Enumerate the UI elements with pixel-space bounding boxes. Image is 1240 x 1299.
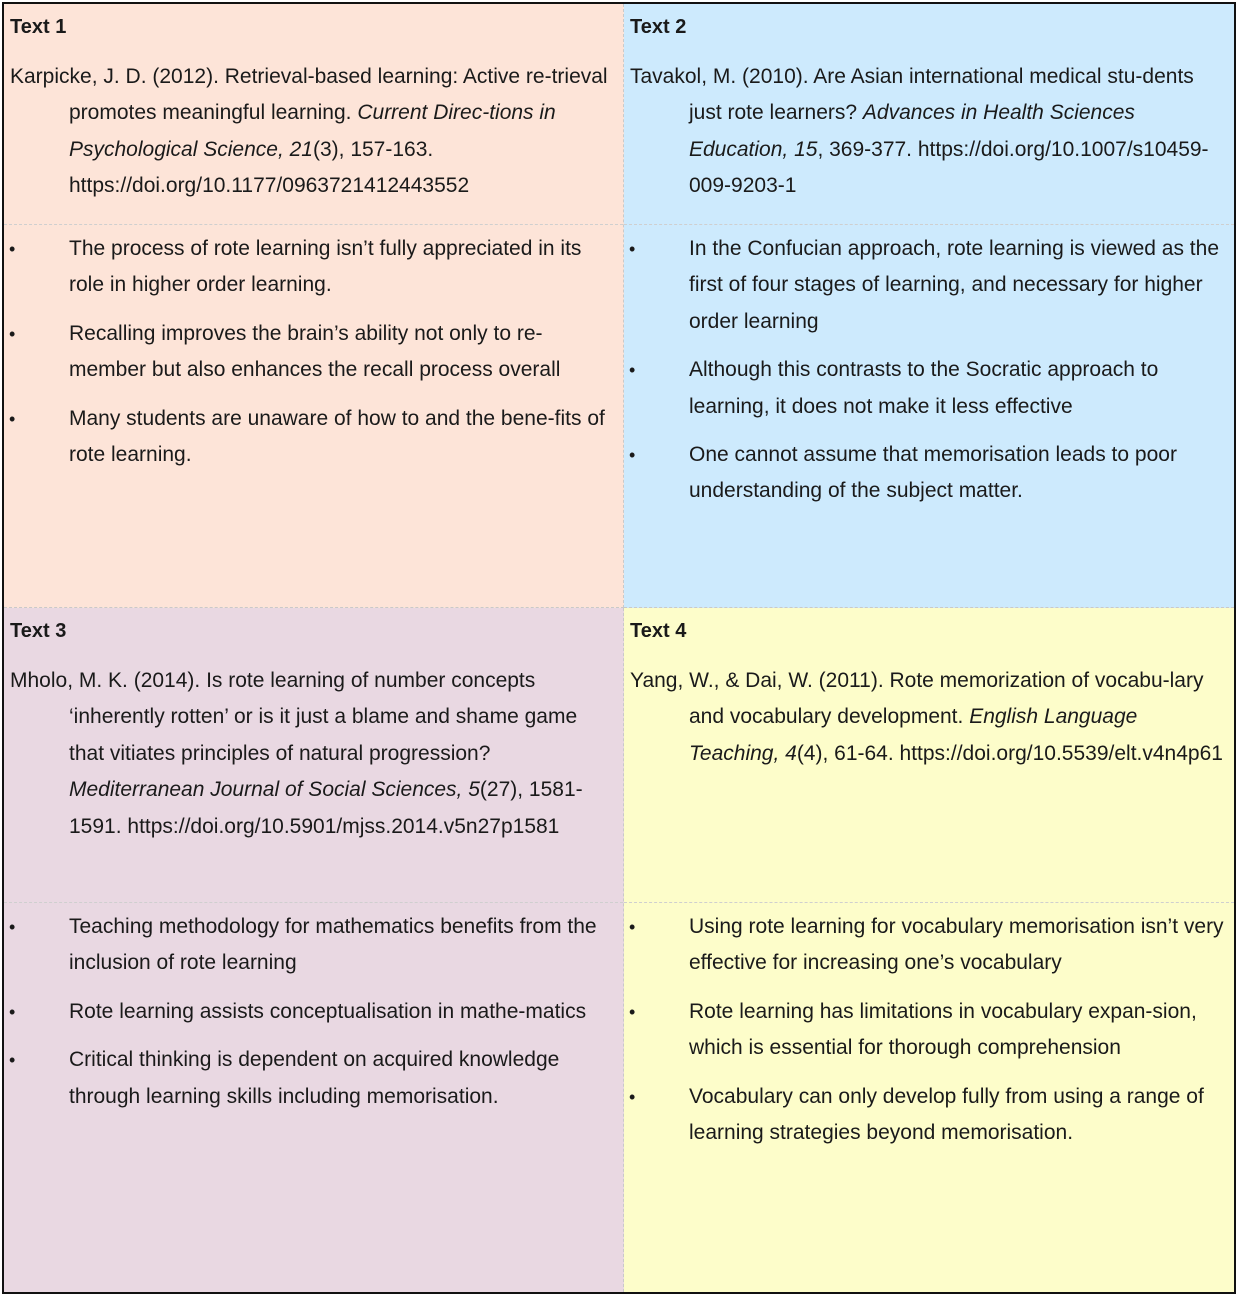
text-2-citation — [630, 59, 1228, 205]
bullet-icon: • — [629, 917, 636, 937]
text-1-citation — [10, 59, 617, 205]
text-1-key-points — [4, 225, 623, 485]
point-text: Recalling improves the brain’s ability not only to re-member but also enhances the recall process overall — [69, 321, 561, 382]
bullet-icon: • — [9, 239, 16, 259]
text-1-label: Text 1 — [10, 16, 67, 38]
text-1-cell — [4, 4, 624, 608]
citation-journal: Advances in Health Sciences Education, 15 — [689, 101, 1135, 161]
point-text: One cannot assume that memorisation leads to poor understanding of the subject matter. — [689, 443, 1177, 503]
bullet-icon: • — [629, 1001, 636, 1022]
list-item — [4, 316, 617, 389]
summary-table — [2, 2, 1236, 1294]
point-text: In the Confucian approach, rote learning is viewed as the first of four stages of learning, and necessary for higher order learning — [689, 237, 1219, 333]
text-3-label: Text 3 — [10, 620, 67, 642]
citation-text: Karpicke, J. D. (2012). Retrieval-based learning: Active re-trieval promotes meaningful learning. — [10, 65, 608, 125]
citation-text: Tavakol, M. (2010). Are Asian international medical stu-dents just rote learners? — [630, 65, 1194, 125]
text-1-reference-section — [4, 4, 623, 225]
point-text: Using rote learning for vocabulary memorisation isn’t very effective for increasing one’s vocabulary — [689, 915, 1224, 975]
citation-details: (4), 61-64. https://doi.org/10.5539/elt.v4n4p61 — [796, 741, 1223, 765]
text-2-cell — [624, 4, 1234, 608]
bullet-icon: • — [9, 408, 16, 429]
citation-journal: Mediterranean Journal of Social Sciences, 5 — [69, 778, 480, 802]
list-item — [4, 909, 617, 982]
text-2-label: Text 2 — [630, 16, 687, 38]
text-4-cell — [624, 608, 1234, 1292]
citation-details: (27), 1581-1591. https://doi.org/10.5901/mjss.2014.v5n27p1581 — [69, 778, 583, 838]
point-text: The process of rote learning isn’t fully appreciated in its role in higher order learning. — [69, 237, 582, 297]
text-3-cell — [4, 608, 624, 1292]
bullet-icon: • — [629, 445, 636, 466]
text-3-reference-section — [4, 608, 623, 903]
bullet-icon: • — [9, 323, 16, 344]
citation-text: Mholo, M. K. (2014). Is rote learning of number concepts ‘inherently rotten’ or is it just a blame and shame game that vitiates principles of natural progression? — [10, 669, 578, 765]
text-2-reference-section — [624, 4, 1234, 225]
text-4-reference-section — [624, 608, 1234, 903]
text-4-key-points — [624, 903, 1234, 1163]
text-2-key-points — [624, 225, 1234, 522]
point-text: Many students are unaware of how to and the bene-fits of rote learning. — [69, 406, 605, 467]
point-text: Rote learning assists conceptualisation in mathe-matics — [69, 999, 587, 1023]
citation-details: (3), 157-163. https://doi.org/10.1177/0963721412443552 — [69, 137, 470, 198]
point-text: Vocabulary can only develop fully from using a range of learning strategies beyond memorisation. — [689, 1084, 1204, 1145]
point-text: Critical thinking is dependent on acquired knowledge through learning skills including memorisation. — [69, 1048, 560, 1108]
list-item — [4, 1042, 617, 1115]
bullet-icon: • — [629, 1086, 636, 1107]
text-4-citation — [630, 663, 1228, 772]
bullet-icon: • — [9, 1050, 16, 1071]
list-item — [624, 352, 1228, 425]
list-item — [4, 401, 617, 474]
text-4-label: Text 4 — [630, 620, 687, 642]
list-item — [624, 1079, 1228, 1152]
bullet-icon: • — [9, 1001, 16, 1022]
bullet-icon: • — [629, 360, 636, 381]
text-3-key-points — [4, 903, 623, 1127]
citation-text: Yang, W., & Dai, W. (2011). Rote memorization of vocabu-lary and vocabulary development. — [630, 669, 1204, 729]
point-text: Rote learning has limitations in vocabulary expan-sion, which is essential for thorough comprehension — [689, 999, 1197, 1060]
point-text: Although this contrasts to the Socratic approach to learning, it does not make it less effective — [689, 358, 1159, 418]
list-item — [624, 994, 1228, 1067]
bullet-icon: • — [629, 239, 636, 259]
list-item — [624, 909, 1228, 982]
point-text: Teaching methodology for mathematics benefits from the inclusion of rote learning — [69, 915, 597, 975]
citation-journal: Current Direc-tions in Psychological Science, 21 — [69, 101, 556, 161]
bullet-icon: • — [9, 917, 16, 937]
text-3-citation — [10, 663, 617, 845]
citation-journal: English Language Teaching, 4 — [689, 705, 1138, 765]
list-item — [624, 231, 1228, 340]
list-item — [4, 994, 617, 1030]
list-item — [4, 231, 617, 304]
list-item — [624, 437, 1228, 510]
citation-details: , 369-377. https://doi.org/10.1007/s10459-009-9203-1 — [689, 137, 1209, 198]
